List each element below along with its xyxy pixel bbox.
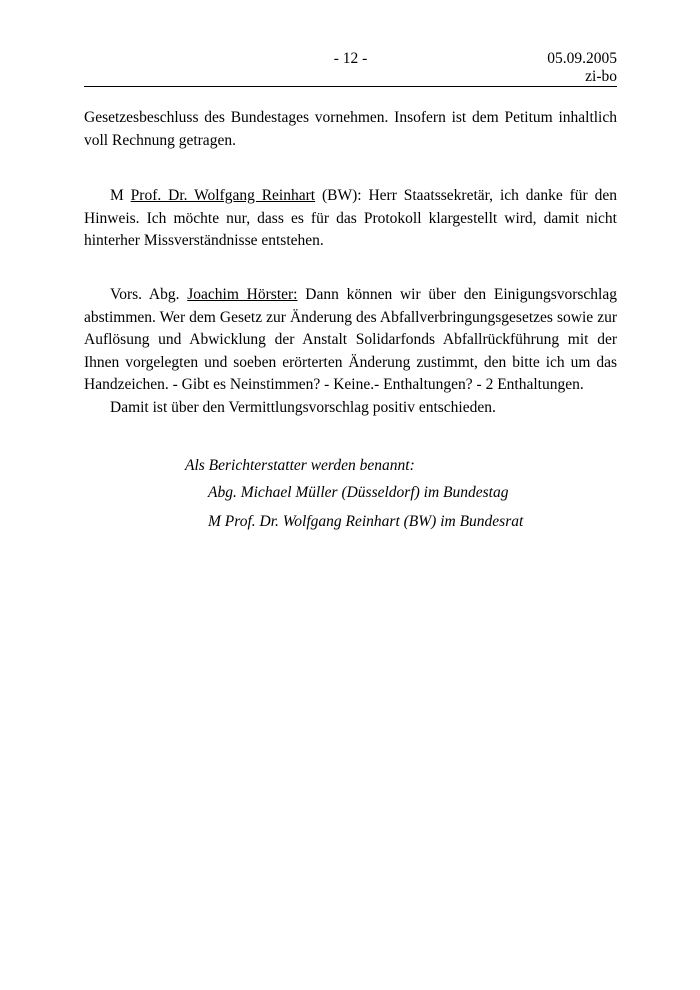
speech-text: Dann können wir über den Einigungsvorschlag abstimmen. Wer dem Gesetz zur Änderung des Abfallverbringungsgesetzes sowie zur Auflösung und Abwicklung der Anstalt Solidarfonds Abfallrückführung mit der Ihnen vorgelegten und soeben erörterten Änderung zustimmt, den bitte ich um das Handzeichen. - Gibt es Neinstimmen? - Keine.- Enthaltungen? - 2 Enthaltungen. [84, 286, 617, 393]
paragraph-text: Damit ist über den Vermittlungsvorschlag positiv entschieden. [110, 399, 496, 416]
speech-text: (BW): Herr Staatssekretär, ich danke für den Hinweis. Ich möchte nur, dass es für das Protokoll klargestellt wird, damit nicht hinterher Missverständnisse entstehen. [84, 187, 617, 249]
speaker-name: Prof. Dr. Wolfgang Reinhart [130, 187, 316, 204]
paragraph-text [84, 185, 617, 253]
paragraph-continuation [84, 107, 617, 152]
header-date: 05.09.2005 [547, 50, 617, 67]
paragraph-reinhart [84, 185, 617, 253]
rapporteur-bundestag: Abg. Michael Müller (Düsseldorf) im Bundestag [208, 484, 509, 501]
header-rule [84, 86, 617, 87]
paragraph-hoerster [84, 284, 617, 397]
speaker-prefix: M [110, 187, 131, 204]
paragraph-decision [84, 397, 617, 420]
paragraph-text: Gesetzesbeschluss des Bundestages vornehmen. Insofern ist dem Petitum inhaltlich voll Rechnung getragen. [84, 109, 617, 149]
speaker-prefix: Vors. Abg. [110, 286, 188, 303]
paragraph-text [84, 284, 617, 397]
speaker-name: Joachim Hörster: [187, 286, 298, 303]
rapporteur-bundesrat: M Prof. Dr. Wolfgang Reinhart (BW) im Bundesrat [208, 513, 524, 530]
page-number: - 12 - [333, 50, 368, 67]
header-code: zi-bo [585, 68, 617, 85]
rapporteurs-heading: Als Berichterstatter werden benannt: [185, 457, 415, 474]
page-header [84, 48, 617, 88]
